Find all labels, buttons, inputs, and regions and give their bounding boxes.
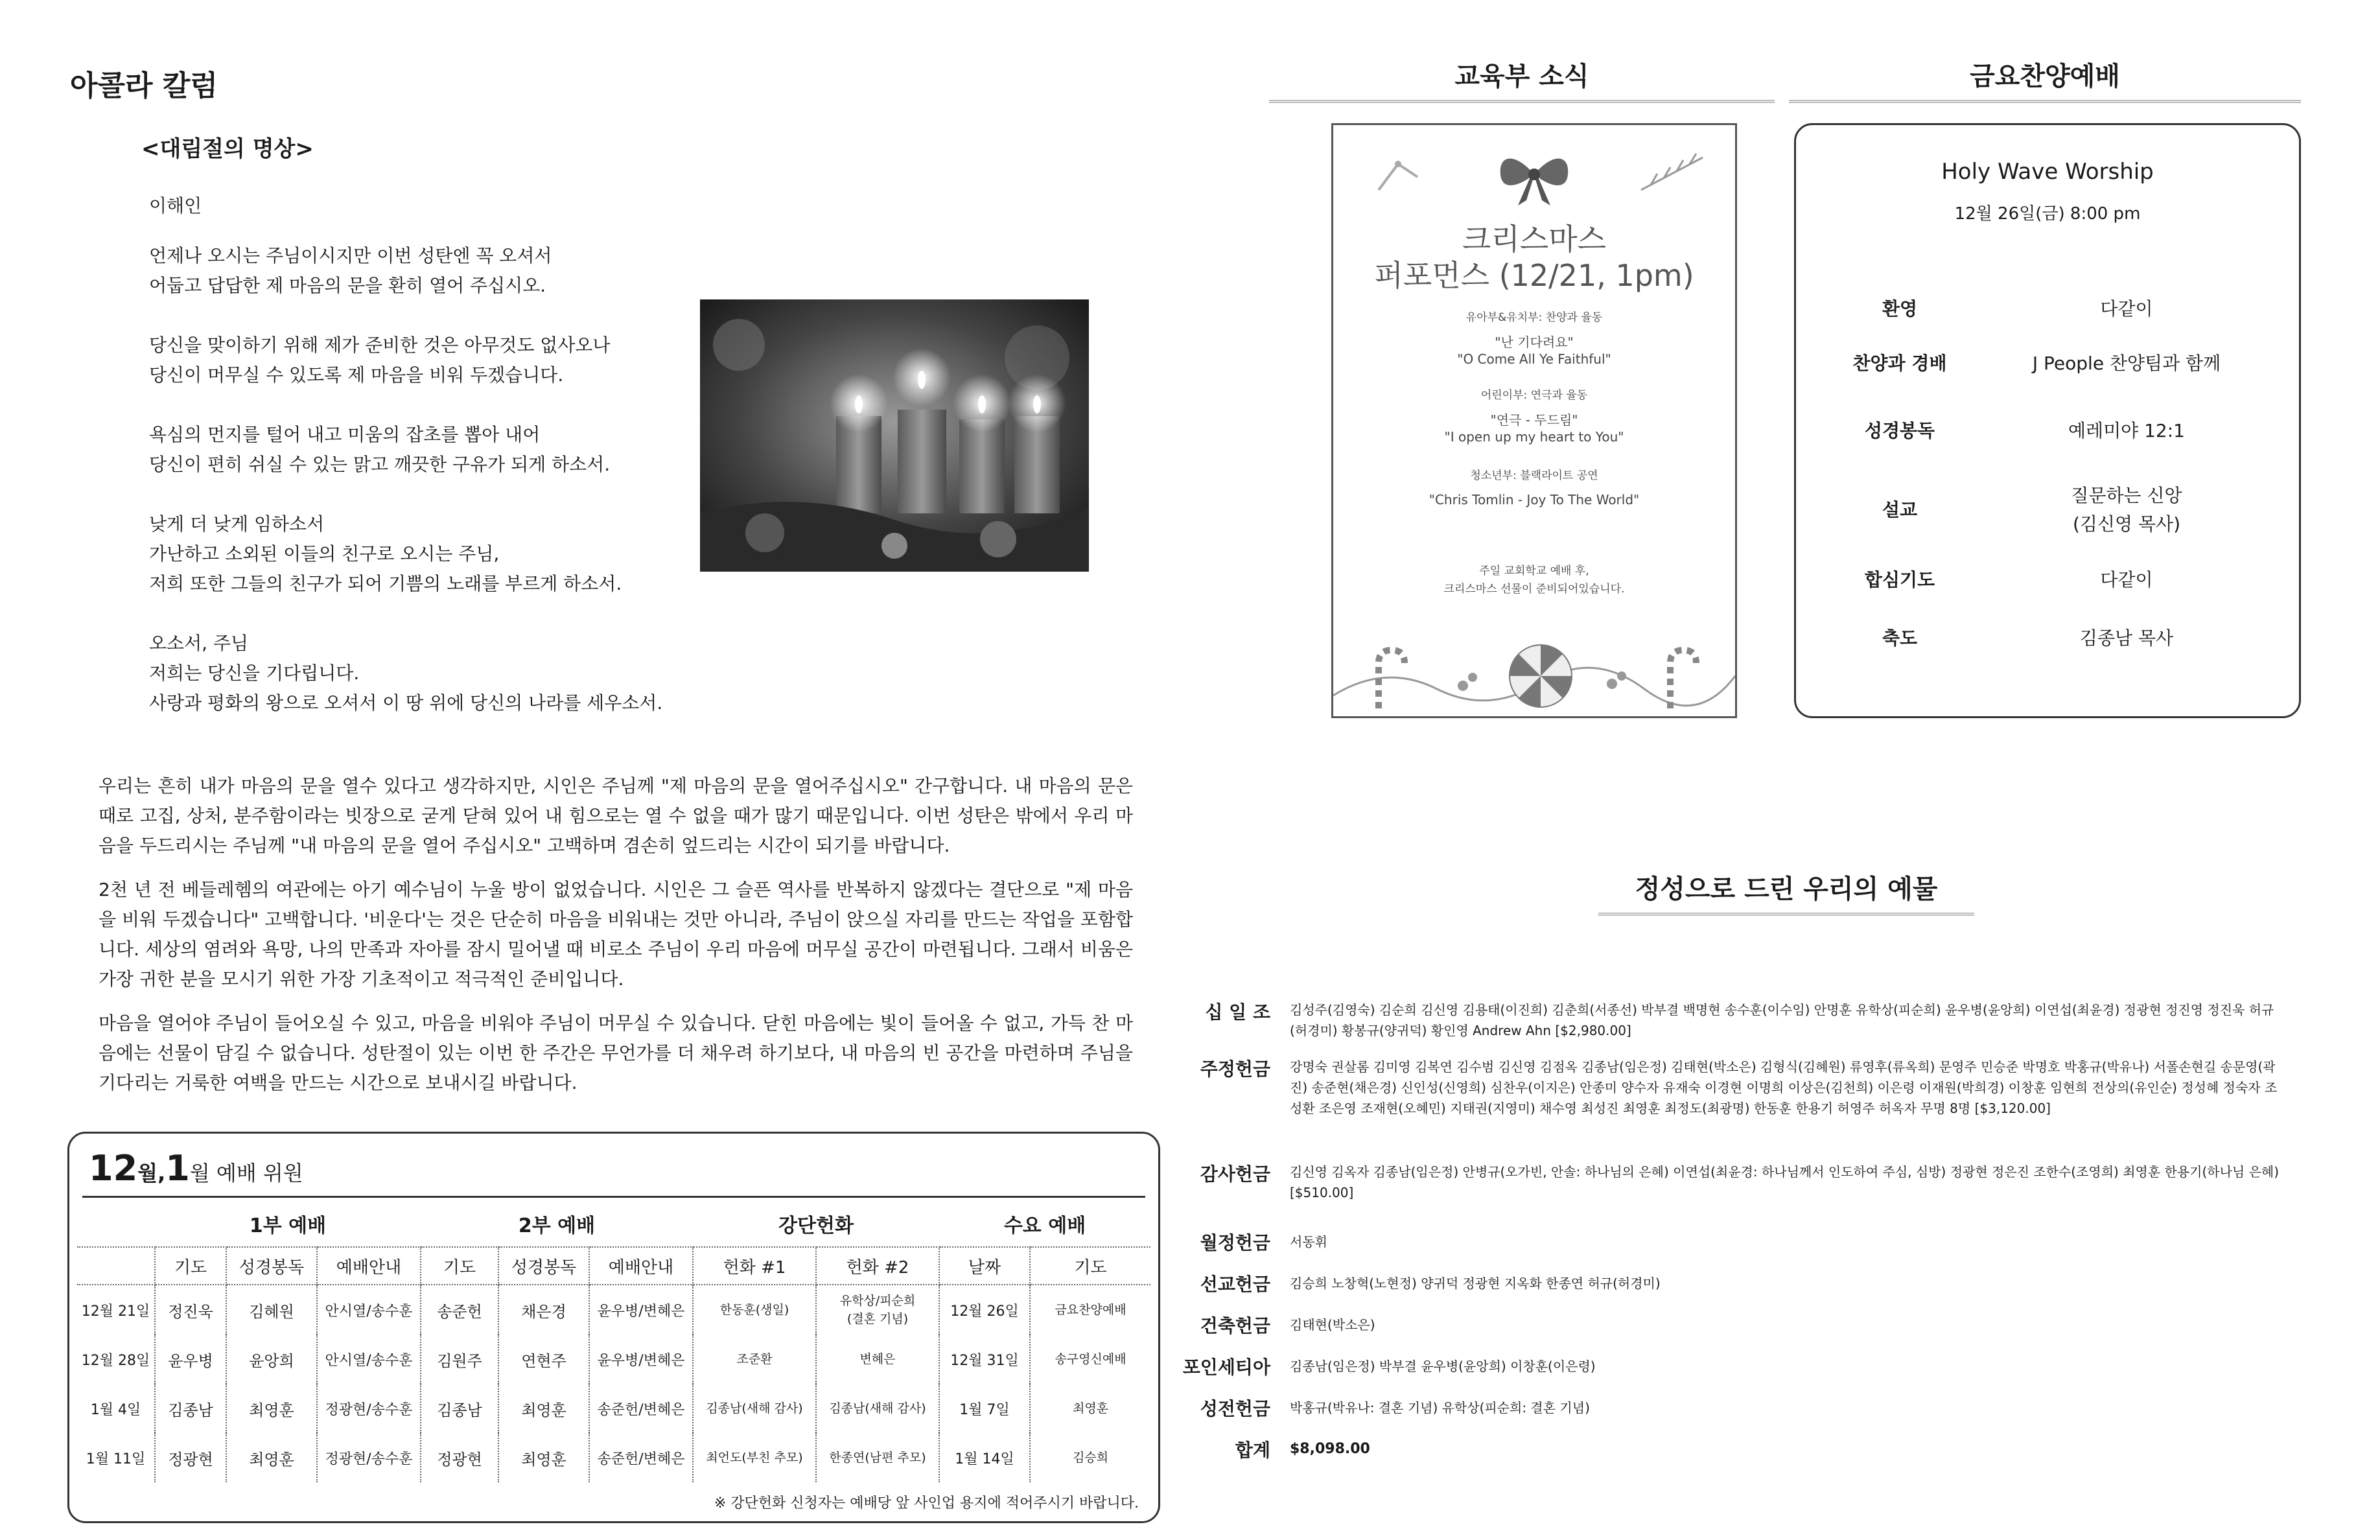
- poem-stanza: 욕심의 먼지를 털어 내고 미움의 잡초를 뽑아 내어 당신이 편히 쉬실 수 있는 맑고 깨끗한 구유가 되게 하소서.: [149, 424, 611, 475]
- table-row: 1월 4일 김종남 최영훈 정광현/송수훈 김종남 최영훈 송준헌/변혜은 김종남(새해 감사) 김종남(새해 감사) 1월 7일 최영훈: [77, 1384, 1150, 1433]
- col-header: 예배안내: [317, 1247, 421, 1285]
- friday-title: Holy Wave Worship: [1941, 159, 2154, 185]
- essay-paragraph: 마음을 열어야 주님이 들어오실 수 있고, 마음을 비워야 주님이 머무실 수 있습니다. 닫힌 마음에는 빛이 들어올 수 없고, 가득 찬 마음에는 선물이 담길 수 없습니다. 성탄절이 있는 이번 한 주간은 무언가를 더 채우려 하기보다, 내 마음의 빈 공간을 마련하며 주님을 기다리는 거룩한 여백을 만드는 시간으로 보내시길 바랍니다.: [99, 1012, 1133, 1093]
- flyer-songs-1: "난 기다려요" "O Come All Ye Faithful": [1457, 334, 1611, 367]
- col-header: 헌화 #1: [693, 1247, 816, 1285]
- col-header: 기도: [1030, 1247, 1150, 1285]
- group-wednesday-service: 수요 예배: [1003, 1215, 1086, 1237]
- table-row: 12월 21일 정진욱 김혜원 안시열/송수훈 송준헌 채은경 윤우병/변혜은 한동훈(생일) 유학상/피순희 (결혼 기념) 12월 26일 금요찬양예배: [77, 1285, 1150, 1335]
- education-header: 교육부 소식: [1269, 56, 1775, 103]
- group-2nd-service: 2부 예배: [518, 1215, 596, 1237]
- flyer-songs-2: "연극 - 두드림" "I open up my heart to You": [1444, 412, 1624, 445]
- offering-header: 정성으로 드린 우리의 예물: [1598, 869, 1974, 916]
- group-altar-flowers: 강단헌화: [778, 1215, 854, 1237]
- group-1st-service: 1부 예배: [249, 1215, 327, 1237]
- poem-author: 이해인: [149, 195, 202, 216]
- advent-candles-photo: [700, 299, 1089, 572]
- holly-icon: [1372, 151, 1424, 205]
- table-row: 1월 11일 정광현 최영훈 정광현/송수훈 정광현 최영훈 송준헌/변혜은 최언도(부친 추모) 한종연(남편 추모) 1월 14일 김승희: [77, 1433, 1150, 1482]
- col-header: 기도: [155, 1247, 226, 1285]
- flyer-group-2: 어린이부: 연극과 율동: [1480, 389, 1588, 402]
- column-title: 아콜라 칼럼: [70, 69, 218, 102]
- poem-title: <대림절의 명상>: [141, 136, 314, 162]
- col-header: 예배안내: [589, 1247, 693, 1285]
- poem-stanza: 당신을 맞이하기 위해 제가 준비한 것은 아무것도 없사오나 당신이 머무실 수 있도록 제 마음을 비워 두겠습니다.: [149, 334, 611, 386]
- schedule-table: [77, 1201, 1150, 1482]
- schedule-title: 12월,1월 예배 위원: [89, 1148, 303, 1189]
- col-header: 날짜: [939, 1247, 1030, 1285]
- friday-worship-box: Holy Wave Worship 12월 26일(금) 8:00 pm 환영 다같이 찬양과 경배 J People 찬양팀과 함께 성경봉독 예레미야 12:1 설교 질문하는 신앙 (김신영 목사) 합심기도 다같이 축도 김종남 목사: [1794, 123, 2301, 718]
- essay-paragraph: 우리는 흔히 내가 마음의 문을 열수 있다고 생각하지만, 시인은 주님께 "제 마음의 문을 열어주십시오" 간구합니다. 내 마음의 문은 때로 고집, 상처, 분주함이라는 빗장으로 굳게 닫혀 있어 내 힘으로는 열 수 없을 때가 많기 때문입니다. 이번 성탄은 밖에서 우리 마음을 두드리시는 주님께 "내 마음의 문을 열어 주십시오" 고백하며 겸손히 엎드리는 시간이 되기를 바랍니다.: [99, 775, 1133, 856]
- table-row: 12월 28일 윤우병 윤앙희 안시열/송수훈 김원주 연현주 윤우병/변혜은 조준환 변혜은 12월 31일 송구영신예배: [77, 1335, 1150, 1384]
- worship-schedule-box: [67, 1132, 1160, 1523]
- essay: [99, 771, 1133, 1112]
- essay-paragraph: 2천 년 전 베들레헴의 여관에는 아기 예수님이 누울 방이 없었습니다. 시인은 그 슬픈 역사를 반복하지 않겠다는 결단으로 "제 마음을 비워 두겠습니다" 고백합니다. '비운다'는 것은 단순히 마음을 비워내는 것만 아니라, 주님이 앉으실 자리를 만드는 작업을 포함합니다. 세상의 염려와 욕망, 나의 만족과 자아를 잠시 밀어낼 때 비로소 주님이 우리 마음에 머무실 공간이 마련됩니다. 그래서 비움은 가장 귀한 분을 모시기 위한 가장 기초적이고 적극적인 준비입니다.: [99, 879, 1133, 990]
- poem-stanza: 낮게 더 낮게 임하소서 가난하고 소외된 이들의 친구로 오시는 주님, 저희 또한 그들의 친구가 되어 기쁨의 노래를 부르게 하소서.: [149, 513, 622, 594]
- poem-stanza: 언제나 오시는 주님이시지만 이번 성탄엔 꼭 오셔서 어둡고 답답한 제 마음의 문을 환히 열어 주십시오.: [149, 245, 552, 296]
- christmas-performance-flyer: [1331, 123, 1737, 718]
- col-header: 성경봉독: [498, 1247, 589, 1285]
- flyer-footer: 주일 교회학교 예배 후, 크리스마스 선물이 준비되어있습니다.: [1443, 565, 1625, 596]
- friday-datetime: 12월 26일(금) 8:00 pm: [1954, 204, 2141, 224]
- offering-list: 십 일 조 김성주(김영숙) 김순희 김신영 김용태(이진희) 김춘희(서종선) 박부결 백명현 송수훈(이수임) 안명훈 유학상(피순희) 윤우병(윤앙희) 이연섭(최윤경) 정광현 정진영 정진욱 허규(허경미) 황봉규(양귀덕) 황인영 Andrew Ahn [$2,980.00] 주정헌금 강명숙 권살롬 김미영 김복연 김수범 김신영 김점옥 김종남(임은정) 김태현(박소은) 김형식(김혜원) 류영후(류옥희) 문영주 민승준 박명호 박홍규(박유나) 서폴손현길 송문영(곽진) 송준현(채은경) 신인성(신영희) 심찬우(이지은) 안종미 양수자 유재숙 이경현 이명희 이상은(김천희) 이은령 이재원(박희경) 이창훈 임현희 전상의(유인순) 정성혜 정숙자 조성환 조은영 조재현(오혜민) 지태권(지영미) 채수영 최성진 최영훈 최정도(최광명) 한동훈 한용기 허영주 허옥자 무명 8명 [$3,120.00] 감사헌금 김신영 김옥자 김종남(임은정) 안병규(오가빈, 안솔: 하나님의 은혜) 이연섭(최윤경: 하나님께서 인도하여 주심, 심방) 정광현 정은진 조한수(조영희) 최영훈 한용기(하나님 은혜) [$510.00] 월정헌금 서동휘 선교헌금 김승희 노창혁(노현정) 양귀덕 정광현 지옥화 한종연 허규(허경미) 건축헌금 김태현(박소은) 포인세티아 김종남(임은정) 박부결 윤우병(윤앙희) 이창훈(이은령) 성전헌금 박홍규(박유나: 결혼 기념) 유학상(피순희: 결혼 기념) 합계 $8,098.00: [1182, 1001, 2280, 1461]
- col-header: 기도: [421, 1247, 498, 1285]
- flyer-group-3: 청소년부: 블랙라이트 공연: [1470, 469, 1598, 482]
- col-header: 헌화 #2: [816, 1247, 939, 1285]
- bow-icon: [1495, 148, 1573, 209]
- poem-body: [149, 241, 732, 748]
- col-header: 성경봉독: [226, 1247, 317, 1285]
- pine-icon: [1638, 145, 1709, 205]
- poem-stanza: 오소서, 주님 저희는 당신을 기다립니다. 사랑과 평화의 왕으로 오셔서 이 땅 위에 당신의 나라를 세우소서.: [149, 633, 663, 714]
- flyer-songs-3: "Chris Tomlin - Joy To The World": [1429, 492, 1640, 508]
- friday-header: 금요찬양예배: [1789, 56, 2301, 103]
- flyer-title: 크리스마스 퍼포먼스 (12/21, 1pm): [1374, 222, 1694, 293]
- flyer-group-1: 유아부&유치부: 찬양과 율동: [1465, 311, 1603, 324]
- peppermint-garland-icon: [1333, 624, 1735, 718]
- schedule-note: ※ 강단헌화 신청자는 예배당 앞 사인업 용지에 적어주시기 바랍니다.: [714, 1495, 1139, 1511]
